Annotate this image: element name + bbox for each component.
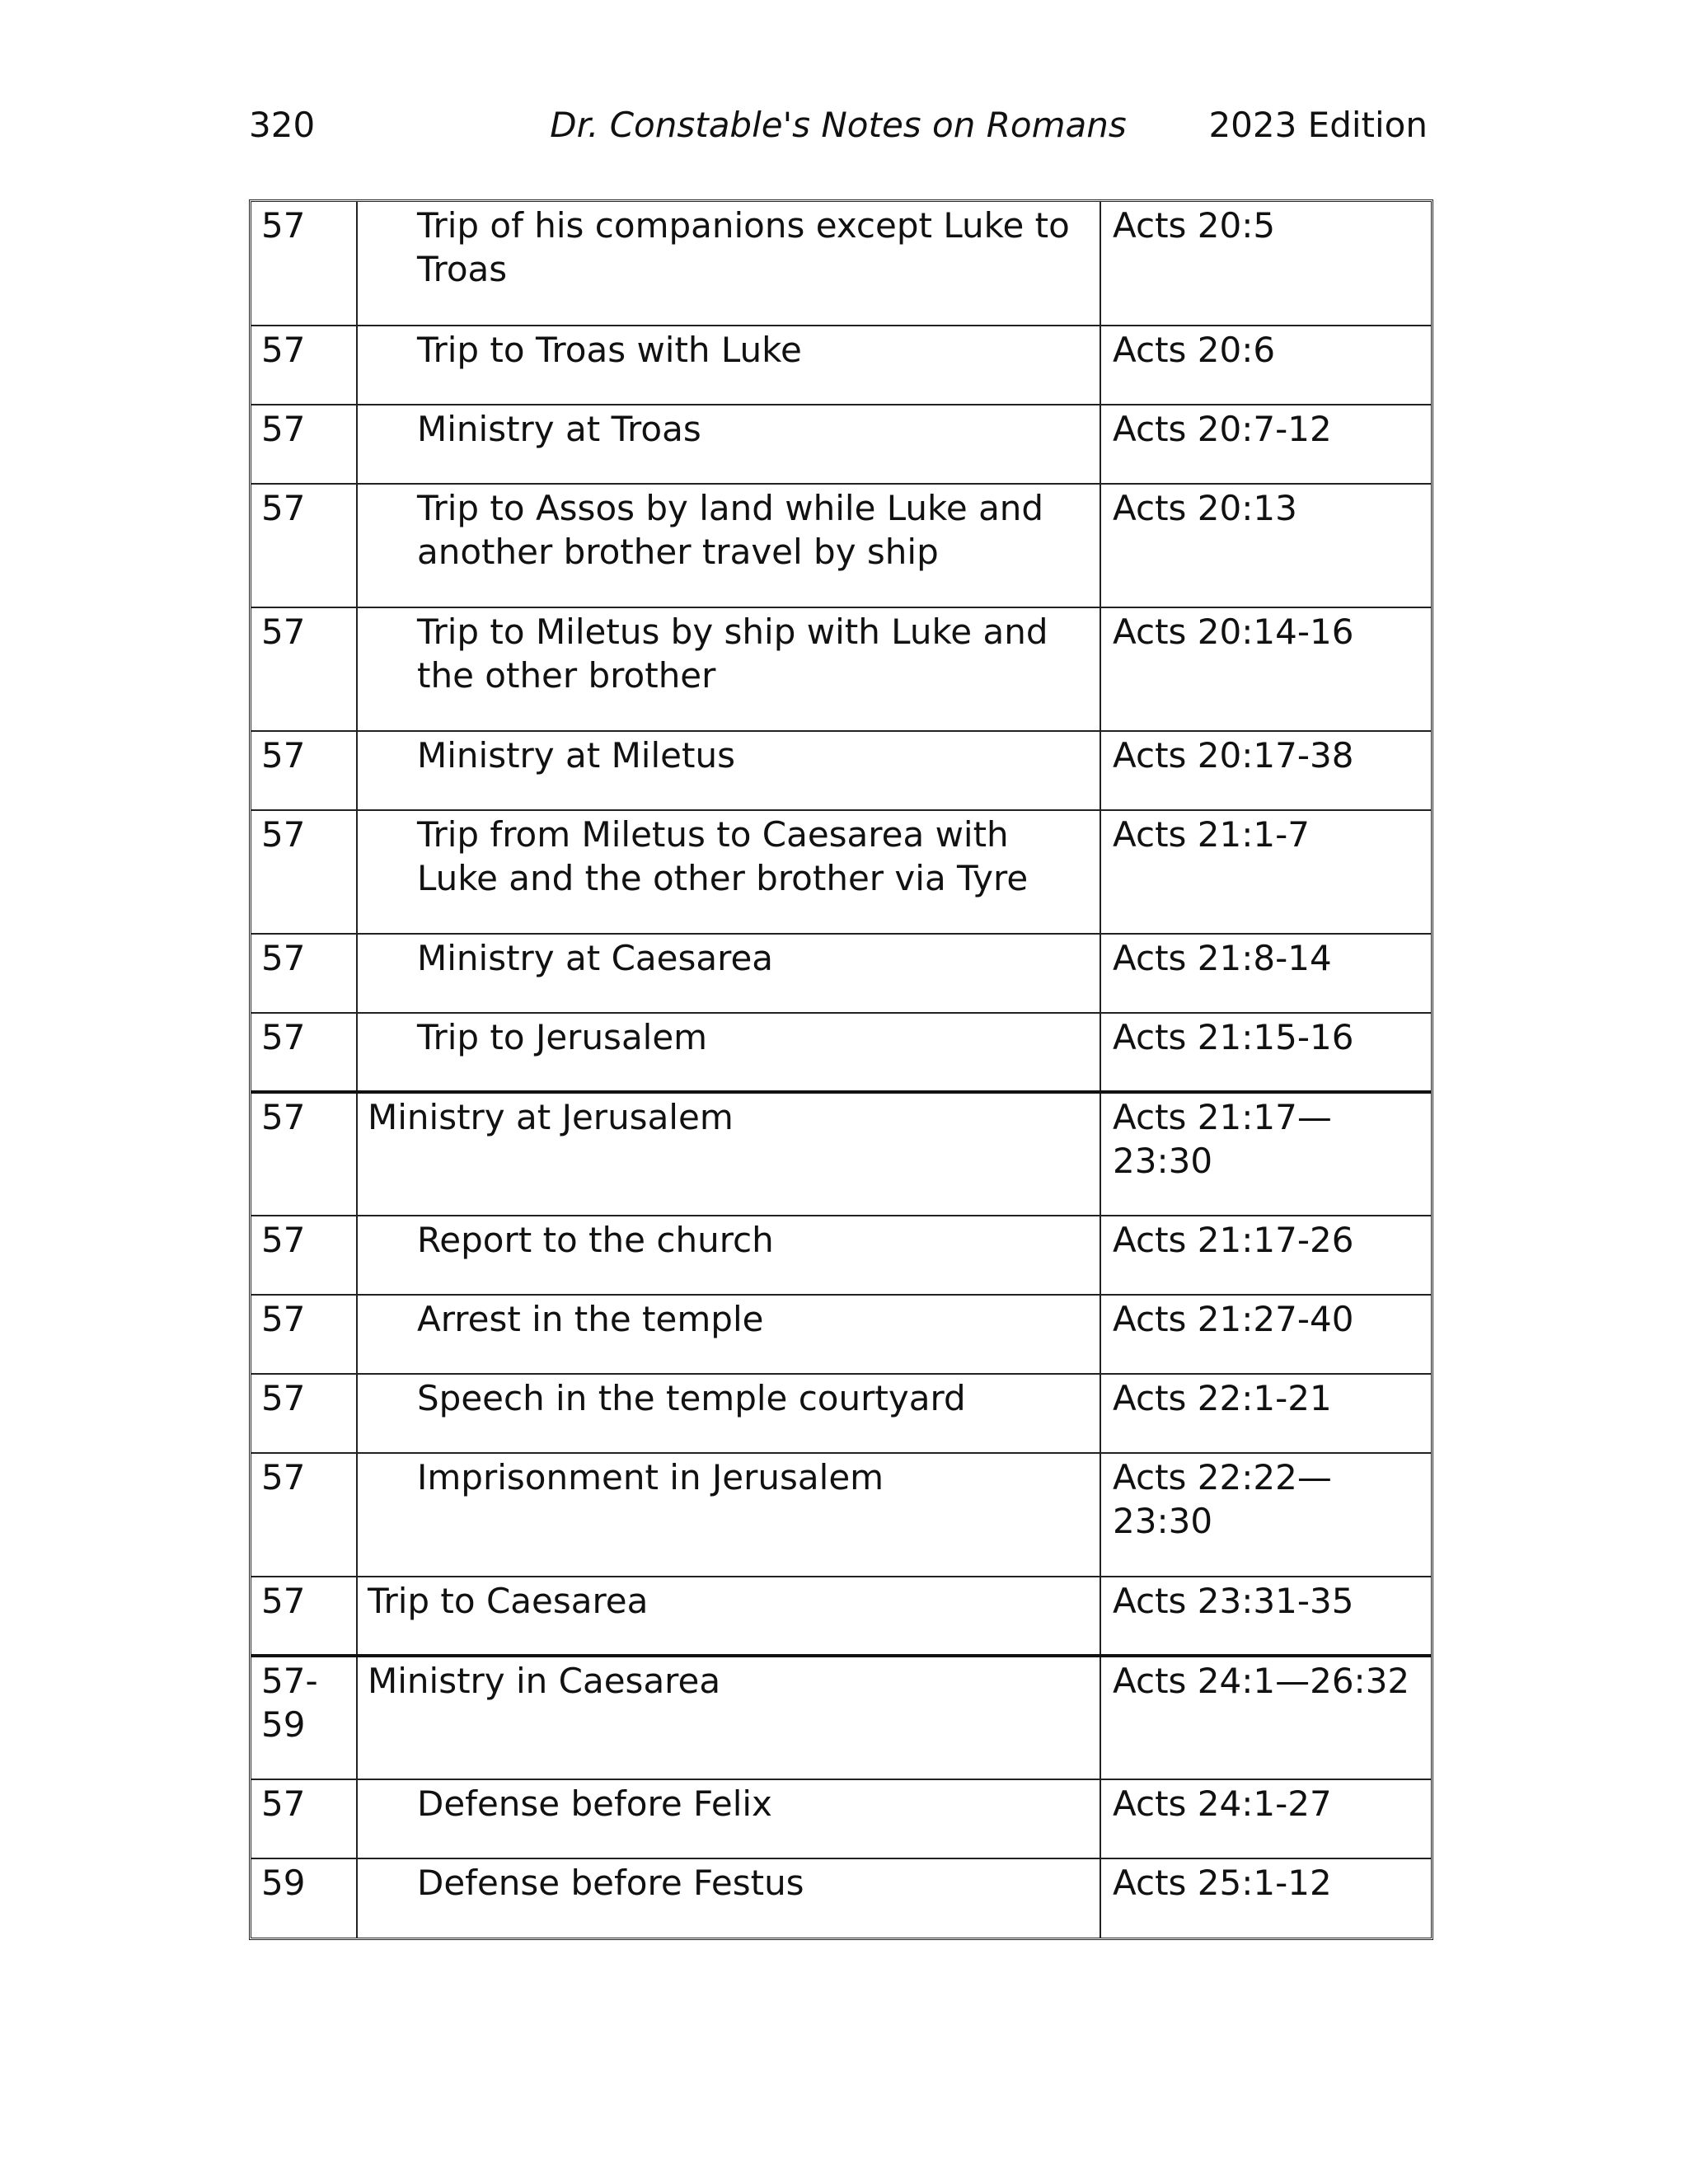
event-cell: Ministry at Caesarea <box>357 934 1100 1013</box>
table-row <box>251 1374 1431 1453</box>
table-row <box>251 731 1431 810</box>
reference-cell: Acts 21:17-26 <box>1100 1216 1431 1295</box>
table-row <box>251 1779 1431 1858</box>
year-cell: 57 <box>251 1013 357 1092</box>
reference-cell: Acts 20:17-38 <box>1100 731 1431 810</box>
reference-cell: Acts 21:8-14 <box>1100 934 1431 1013</box>
reference-cell: Acts 23:31-35 <box>1100 1577 1431 1656</box>
event-cell: Ministry at Troas <box>357 405 1100 484</box>
event-cell: Trip to Assos by land while Luke and another brother travel by ship <box>357 484 1100 607</box>
page-header <box>249 101 1428 150</box>
year-cell: 57 <box>251 810 357 934</box>
table-row <box>251 1295 1431 1374</box>
reference-cell: Acts 21:27-40 <box>1100 1295 1431 1374</box>
reference-cell: Acts 24:1—26:32 <box>1100 1656 1431 1779</box>
event-cell: Trip of his companions except Luke to Troas <box>357 202 1100 326</box>
page-number: 320 <box>249 105 316 145</box>
reference-cell: Acts 20:7-12 <box>1100 405 1431 484</box>
year-cell: 57 <box>251 934 357 1013</box>
table-row <box>251 1092 1431 1216</box>
event-cell: Trip to Caesarea <box>357 1577 1100 1656</box>
reference-cell: Acts 22:1-21 <box>1100 1374 1431 1453</box>
year-cell: 57 <box>251 1374 357 1453</box>
year-cell: 57 <box>251 484 357 607</box>
table-row <box>251 1858 1431 1938</box>
year-cell: 57 <box>251 1216 357 1295</box>
reference-cell: Acts 24:1-27 <box>1100 1779 1431 1858</box>
table-row <box>251 1216 1431 1295</box>
table-row <box>251 405 1431 484</box>
event-cell: Trip to Jerusalem <box>357 1013 1100 1092</box>
book-title: Dr. Constable's Notes on Romans <box>550 105 1127 145</box>
event-cell: Trip to Miletus by ship with Luke and the other brother <box>357 607 1100 731</box>
event-cell: Arrest in the temple <box>357 1295 1100 1374</box>
reference-cell: Acts 21:1-7 <box>1100 810 1431 934</box>
edition-label: 2023 Edition <box>1208 105 1428 145</box>
event-cell: Imprisonment in Jerusalem <box>357 1453 1100 1577</box>
year-cell: 57 <box>251 1092 357 1216</box>
reference-cell: Acts 20:13 <box>1100 484 1431 607</box>
table-row <box>251 202 1431 326</box>
year-cell: 57 <box>251 326 357 405</box>
table-row <box>251 810 1431 934</box>
year-cell: 57 <box>251 405 357 484</box>
year-cell: 57 <box>251 731 357 810</box>
event-cell: Ministry at Miletus <box>357 731 1100 810</box>
reference-cell: Acts 20:14-16 <box>1100 607 1431 731</box>
event-cell: Trip from Miletus to Caesarea with Luke and the other brother via Tyre <box>357 810 1100 934</box>
reference-cell: Acts 22:22—23:30 <box>1100 1453 1431 1577</box>
year-cell: 57 <box>251 607 357 731</box>
table-row <box>251 934 1431 1013</box>
chronology-table <box>249 199 1433 1940</box>
table-row <box>251 1013 1431 1092</box>
table-row <box>251 607 1431 731</box>
reference-cell: Acts 21:15-16 <box>1100 1013 1431 1092</box>
event-cell: Defense before Festus <box>357 1858 1100 1938</box>
event-cell: Defense before Felix <box>357 1779 1100 1858</box>
year-cell: 57 <box>251 1779 357 1858</box>
event-cell: Speech in the temple courtyard <box>357 1374 1100 1453</box>
year-cell: 57 <box>251 202 357 326</box>
reference-cell: Acts 20:6 <box>1100 326 1431 405</box>
table-row <box>251 1656 1431 1779</box>
year-cell: 57 <box>251 1453 357 1577</box>
table-row <box>251 1577 1431 1656</box>
table-row <box>251 484 1431 607</box>
reference-cell: Acts 20:5 <box>1100 202 1431 326</box>
table-row <box>251 326 1431 405</box>
year-cell: 57 <box>251 1577 357 1656</box>
year-cell: 59 <box>251 1858 357 1938</box>
event-cell: Ministry in Caesarea <box>357 1656 1100 1779</box>
event-cell: Report to the church <box>357 1216 1100 1295</box>
event-cell: Trip to Troas with Luke <box>357 326 1100 405</box>
table-row <box>251 1453 1431 1577</box>
year-cell: 57 <box>251 1295 357 1374</box>
reference-cell: Acts 25:1-12 <box>1100 1858 1431 1938</box>
reference-cell: Acts 21:17—23:30 <box>1100 1092 1431 1216</box>
event-cell: Ministry at Jerusalem <box>357 1092 1100 1216</box>
year-cell: 57-59 <box>251 1656 357 1779</box>
